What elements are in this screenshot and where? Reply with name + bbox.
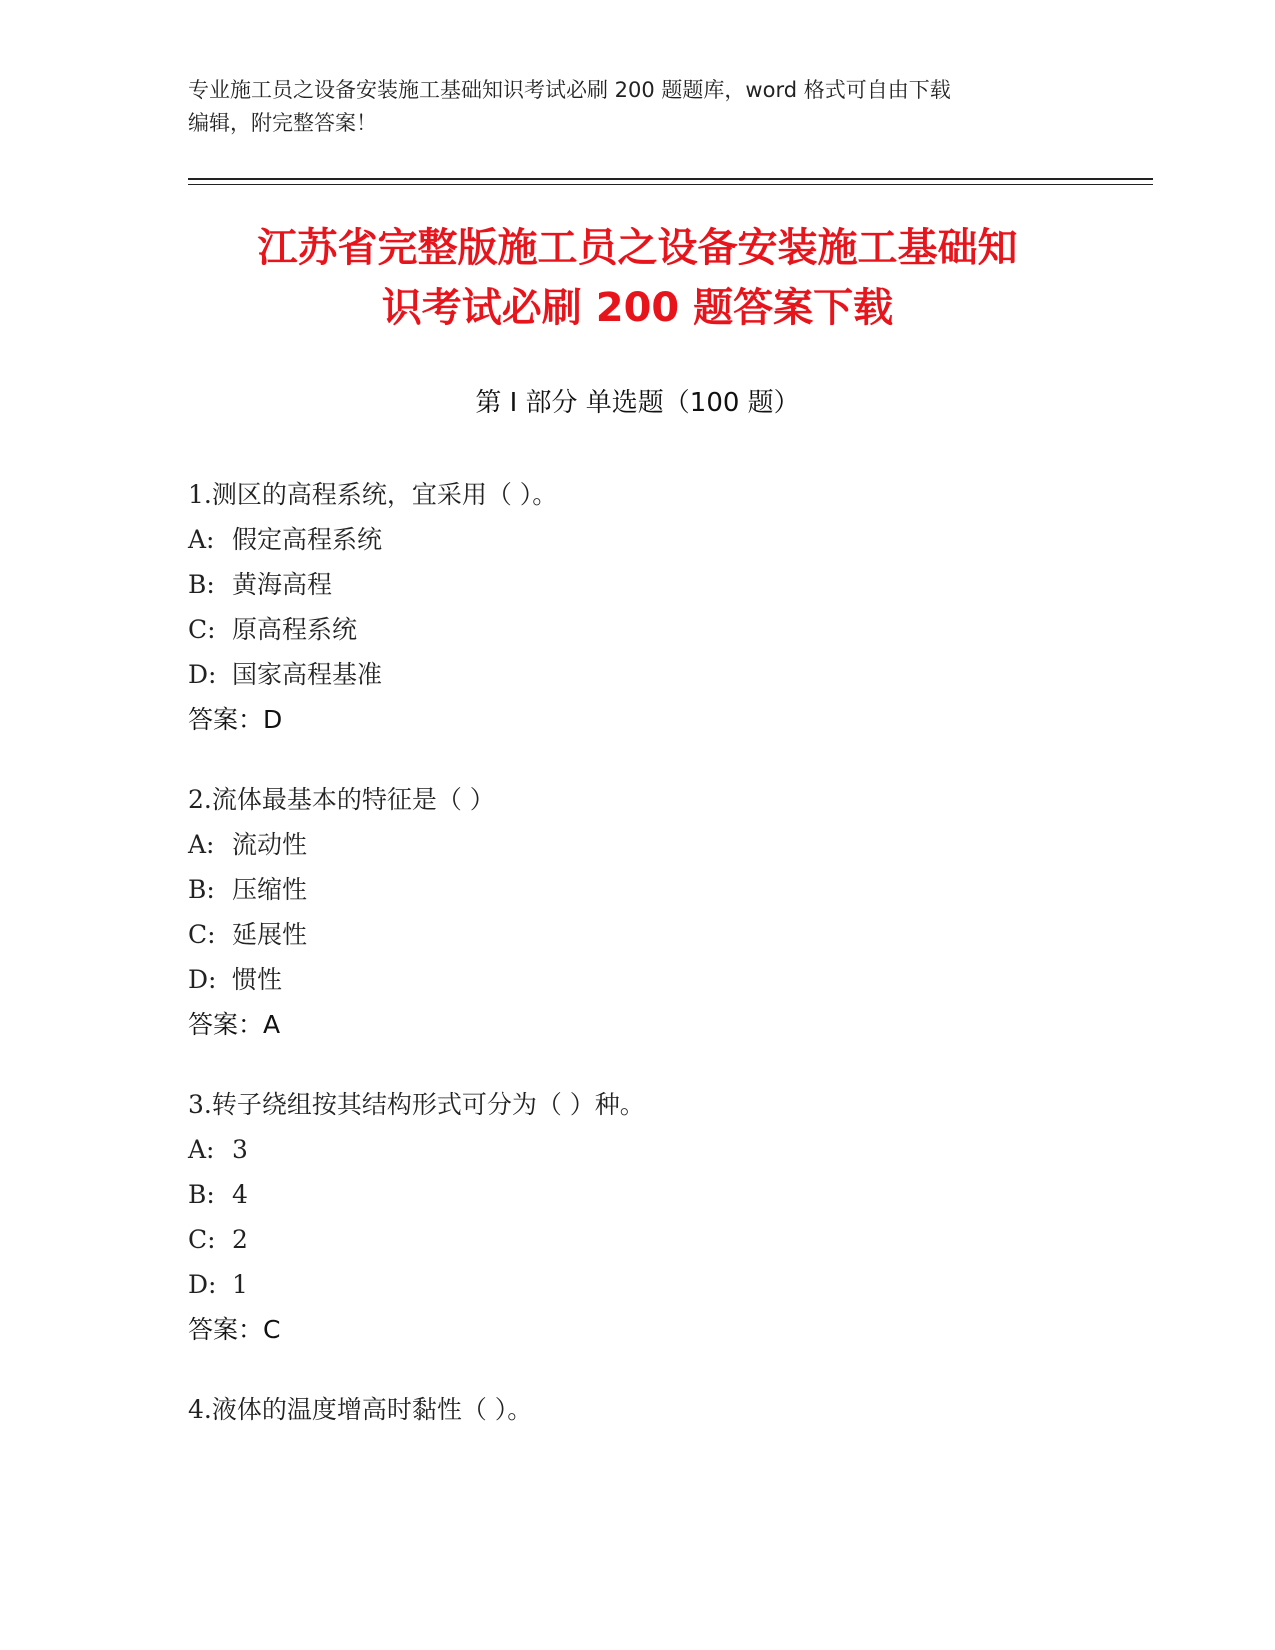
option-d bbox=[188, 652, 1153, 697]
option-key: A: bbox=[188, 1135, 215, 1164]
header-note-line-1: 专业施工员之设备安装施工基础知识考试必刷 200 题题库，word 格式可自由下载 bbox=[188, 78, 951, 102]
option-text: 3 bbox=[232, 1135, 248, 1164]
option-c bbox=[188, 607, 1153, 652]
option-key: A: bbox=[188, 830, 215, 859]
option-text: 惯性 bbox=[232, 965, 283, 994]
question-2 bbox=[188, 777, 1153, 1047]
answer-label: 答案： bbox=[188, 1010, 264, 1039]
option-key: B: bbox=[188, 1180, 215, 1209]
document-title bbox=[160, 218, 1115, 338]
option-b bbox=[188, 1172, 1153, 1217]
option-c bbox=[188, 912, 1153, 957]
question-1 bbox=[188, 472, 1153, 742]
option-a bbox=[188, 822, 1153, 867]
answer-label: 答案： bbox=[188, 705, 264, 734]
header-divider-thin bbox=[188, 184, 1153, 185]
option-key: B: bbox=[188, 875, 215, 904]
section-heading: 第 I 部分 单选题（100 题） bbox=[475, 388, 800, 418]
answer bbox=[188, 1002, 1153, 1047]
option-d bbox=[188, 957, 1153, 1002]
option-text: 流动性 bbox=[232, 830, 308, 859]
option-key: C: bbox=[188, 1225, 216, 1254]
question-4 bbox=[188, 1387, 1153, 1432]
option-key: D: bbox=[188, 1270, 217, 1299]
option-key: C: bbox=[188, 920, 216, 949]
option-key: D: bbox=[188, 660, 217, 689]
header-divider-thick bbox=[188, 178, 1153, 180]
option-key: B: bbox=[188, 570, 215, 599]
answer bbox=[188, 697, 1153, 742]
option-a bbox=[188, 517, 1153, 562]
answer-value: D bbox=[263, 705, 283, 734]
answer-value: C bbox=[263, 1315, 281, 1344]
option-c bbox=[188, 1217, 1153, 1262]
option-text: 黄海高程 bbox=[232, 570, 333, 599]
option-d bbox=[188, 1262, 1153, 1307]
question-stem: 2.流体最基本的特征是（ ） bbox=[188, 785, 495, 814]
option-text: 假定高程系统 bbox=[232, 525, 383, 554]
document-title-line-2: 识考试必刷 200 题答案下载 bbox=[381, 285, 894, 331]
option-text: 国家高程基准 bbox=[232, 660, 383, 689]
option-a bbox=[188, 1127, 1153, 1172]
option-text: 4 bbox=[232, 1180, 248, 1209]
option-text: 1 bbox=[232, 1270, 248, 1299]
document-title-line-1: 江苏省完整版施工员之设备安装施工基础知 bbox=[257, 225, 1018, 271]
answer bbox=[188, 1307, 1153, 1352]
option-text: 压缩性 bbox=[232, 875, 308, 904]
question-stem: 4.液体的温度增高时黏性（ ）。 bbox=[188, 1395, 533, 1424]
header-note bbox=[188, 74, 1068, 140]
question-3 bbox=[188, 1082, 1153, 1352]
answer-label: 答案： bbox=[188, 1315, 264, 1344]
option-key: A: bbox=[188, 525, 215, 554]
question-stem: 3.转子绕组按其结构形式可分为（ ）种。 bbox=[188, 1090, 645, 1119]
option-text: 原高程系统 bbox=[232, 615, 358, 644]
answer-value: A bbox=[263, 1010, 281, 1039]
question-stem: 1.测区的高程系统，宜采用（ ）。 bbox=[188, 480, 558, 509]
option-b bbox=[188, 562, 1153, 607]
option-key: C: bbox=[188, 615, 216, 644]
option-text: 延展性 bbox=[232, 920, 308, 949]
option-b bbox=[188, 867, 1153, 912]
question-list bbox=[188, 472, 1153, 1467]
option-key: D: bbox=[188, 965, 217, 994]
header-note-line-2: 编辑，附完整答案！ bbox=[188, 111, 377, 135]
option-text: 2 bbox=[232, 1225, 248, 1254]
